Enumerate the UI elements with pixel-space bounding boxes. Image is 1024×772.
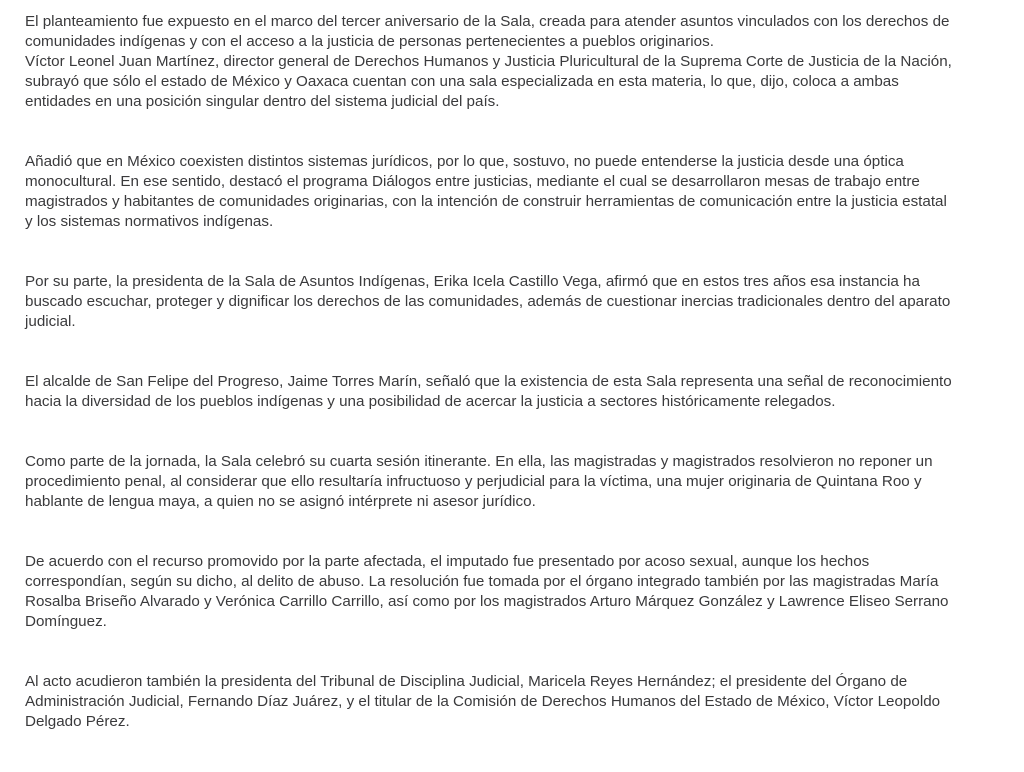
paragraph-recurso bbox=[25, 552, 985, 632]
paragraph-presidenta-sala bbox=[25, 272, 985, 332]
paragraph-line: hacia la diversidad de los pueblos indígenas y una posibilidad de acercar la justicia a sectores históricamente relegados. bbox=[25, 393, 836, 410]
paragraph-line: El alcalde de San Felipe del Progreso, Jaime Torres Marín, señaló que la existencia de esta Sala representa una señal de reconocimiento bbox=[25, 373, 952, 390]
paragraph-line: Como parte de la jornada, la Sala celebró su cuarta sesión itinerante. En ella, las magistradas y magistrados resolvieron no reponer un bbox=[25, 453, 933, 470]
paragraph-alcalde bbox=[25, 372, 985, 412]
paragraph-line: Rosalba Briseño Alvarado y Verónica Carrillo Carrillo, así como por los magistrados Arturo Márquez González y Lawrence Eliseo Serrano bbox=[25, 593, 949, 610]
paragraph-line: Delgado Pérez. bbox=[25, 713, 130, 730]
paragraph-line: hablante de lengua maya, a quien no se asignó intérprete ni asesor jurídico. bbox=[25, 493, 536, 510]
paragraph-line: Al acto acudieron también la presidenta del Tribunal de Disciplina Judicial, Maricela Reyes Hernández; el presidente del Órgano de bbox=[25, 673, 908, 690]
paragraph-line: Víctor Leonel Juan Martínez, director general de Derechos Humanos y Justicia Pluricultural de la Suprema Corte de Justicia de la Nación, bbox=[25, 53, 952, 70]
paragraph-line: Domínguez. bbox=[25, 613, 107, 630]
paragraph-line: El planteamiento fue expuesto en el marco del tercer aniversario de la Sala, creada para atender asuntos vinculados con los derechos de bbox=[25, 13, 950, 30]
paragraph-line: subrayó que sólo el estado de México y Oaxaca cuentan con una sala especializada en esta materia, lo que, dijo, coloca a ambas bbox=[25, 73, 899, 90]
paragraph-sistemas-juridicos bbox=[25, 152, 985, 232]
paragraph-line: De acuerdo con el recurso promovido por la parte afectada, el imputado fue presentado por acoso sexual, aunque los hechos bbox=[25, 553, 870, 570]
paragraph-aniversario bbox=[25, 12, 985, 112]
paragraph-line: correspondían, según su dicho, al delito de abuso. La resolución fue tomada por el órgano integrado también por las magistradas María bbox=[25, 573, 939, 590]
paragraph-line: Añadió que en México coexisten distintos sistemas jurídicos, por lo que, sostuvo, no puede entenderse la justicia desde una óptica bbox=[25, 153, 904, 170]
paragraph-line: entidades en una posición singular dentro del sistema judicial del país. bbox=[25, 93, 500, 110]
paragraph-line: procedimiento penal, al considerar que ello resultaría infructuoso y perjudicial para la víctima, una mujer originaria de Quintana Roo y bbox=[25, 473, 922, 490]
paragraph-line: Administración Judicial, Fernando Díaz Juárez, y el titular de la Comisión de Derechos Humanos del Estado de México, Víctor Leopoldo bbox=[25, 693, 941, 710]
paragraph-asistentes bbox=[25, 672, 985, 732]
paragraph-line: comunidades indígenas y con el acceso a la justicia de personas pertenecientes a pueblos originarios. bbox=[25, 33, 714, 50]
paragraph-sesion-itinerante bbox=[25, 452, 985, 512]
paragraph-line: Por su parte, la presidenta de la Sala de Asuntos Indígenas, Erika Icela Castillo Vega, afirmó que en estos tres años esa instancia ha bbox=[25, 273, 920, 290]
paragraph-line: monocultural. En ese sentido, destacó el programa Diálogos entre justicias, mediante el cual se desarrollaron mesas de trabajo entre bbox=[25, 173, 920, 190]
paragraph-line: buscado escuchar, proteger y dignificar los derechos de las comunidades, además de cuestionar inercias tradicionales dentro del aparato bbox=[25, 293, 951, 310]
article-body bbox=[25, 12, 985, 772]
paragraph-line: y los sistemas normativos indígenas. bbox=[25, 213, 274, 230]
paragraph-line: judicial. bbox=[25, 313, 76, 330]
paragraph-line: magistrados y habitantes de comunidades originarias, con la intención de construir herramientas de comunicación entre la justicia estatal bbox=[25, 193, 947, 210]
